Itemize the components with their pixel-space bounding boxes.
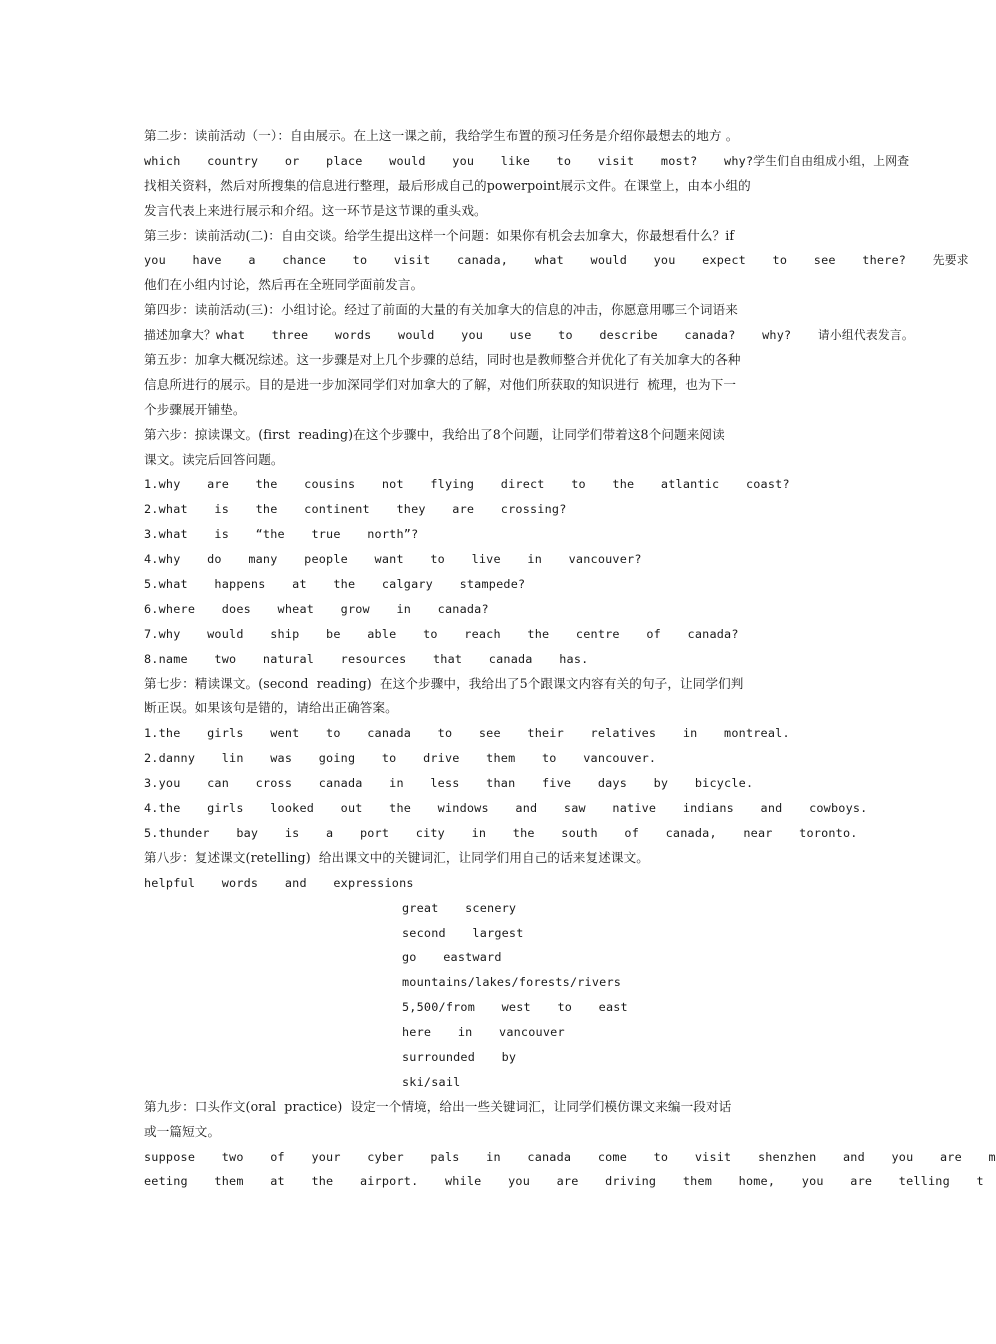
step2-line-1: 第二步：读前活动（一）：自由展示。在上这一课之前，我给学生布置的预习任务是介绍你最想去的地方 。 [144, 128, 739, 143]
statement-2: 2.danny lin was going to drive them to vancouver. [144, 751, 657, 766]
question-4: 4.why do many people want to live in vancouver? [144, 552, 642, 567]
step2-line-2: which country or place would you like to visit most? why?学生们自由组成小组，上网查 [144, 153, 910, 168]
step6-line-1: 第六步：掠读课文。(first reading)在这个步骤中，我给出了8个问题，让同学们带着这8个问题来阅读 [144, 426, 725, 442]
step5-line-2: 信息所进行的展示。目的是进一步加深同学们对加拿大的了解，对他们所获取的知识进行 梳理，也为下一 [144, 376, 737, 392]
statement-3: 3.you can cross canada in less than five days by bicycle. [144, 776, 754, 791]
keyword-8: ski/sail [402, 1074, 461, 1089]
step2-line-4: 发言代表上来进行展示和介绍。这一环节是这节课的重头戏。 [144, 202, 487, 218]
step2-line-3: 找相关资料，然后对所搜集的信息进行整理，最后形成自己的powerpoint展示文件。在课堂上，由本小组的 [144, 177, 751, 193]
step5-line-3: 个步骤展开铺垫。 [144, 401, 246, 417]
question-1: 1.why are the cousins not flying direct to the atlantic coast? [144, 477, 790, 492]
step7-line-1: 第七步：精读课文。(second reading) 在这个步骤中，我给出了5个跟课文内容有关的句子，让同学们判 [144, 675, 744, 691]
question-7: 7.why would ship be able to reach the centre of canada? [144, 626, 739, 641]
step6-line-2: 课文。读完后回答问题。 [144, 451, 284, 467]
step3-line-1: 第三步：读前活动(二)：自由交谈。给学生提出这样一个问题：如果你有机会去加拿大，你最想看什么？if [144, 227, 735, 243]
step7-line-2: 断正误。如果该句是错的，请给出正确答案。 [144, 700, 398, 716]
keyword-4: mountains/lakes/forests/rivers [402, 975, 622, 990]
step4-line-1: 第四步：读前活动(三)：小组讨论。经过了前面的大量的有关加拿大的信息的冲击，你愿意用哪三个词语来 [144, 302, 738, 318]
keyword-5: 5,500/from west to east [402, 1000, 628, 1015]
statement-1: 1.the girls went to canada to see their relatives in montreal. [144, 726, 790, 741]
step3-line-3: 他们在小组内讨论，然后再在全班同学面前发言。 [144, 277, 424, 293]
question-3: 3.what is “the true north”? [144, 527, 419, 542]
step5-line-1: 第五步：加拿大概况综述。这一步骤是对上几个步骤的总结，同时也是教师整合并优化了有关加拿大的各种 [144, 352, 741, 368]
question-5: 5.what happens at the calgary stampede? [144, 577, 526, 592]
question-6: 6.where does wheat grow in canada? [144, 601, 489, 616]
step3-line-2: you have a chance to visit canada, what would you expect to see there? 先要求 [144, 253, 969, 268]
keyword-3: go eastward [402, 950, 502, 965]
step4-line-2: 描述加拿大？what three words would you use to describe canada? why? 请小组代表发言。 [144, 328, 914, 343]
question-8: 8.name two natural resources that canada has. [144, 651, 589, 666]
step9-line-2: 或一篇短文。 [144, 1123, 221, 1139]
keyword-6: here in vancouver [402, 1025, 565, 1040]
question-2: 2.what is the continent they are crossing? [144, 502, 567, 517]
helpful-words-heading: helpful words and expressions [144, 875, 414, 890]
step9-line-1: 第九步：口头作文(oral practice) 设定一个情境，给出一些关键词汇，让同学们模仿课文来编一段对话 [144, 1098, 732, 1114]
keyword-1: great scenery [402, 900, 517, 915]
keyword-7: surrounded by [402, 1049, 517, 1064]
statement-5: 5.thunder bay is a port city in the south of canada, near toronto. [144, 825, 858, 840]
step8-line-1: 第八步：复述课文(retelling) 给出课文中的关键词汇，让同学们用自己的话来复述课文。 [144, 849, 649, 865]
scenario-line-1: suppose two of your cyber pals in canada come to visit shenzhen and you are m [144, 1149, 996, 1164]
document-body [144, 124, 996, 1194]
keyword-2: second largest [402, 925, 524, 940]
scenario-line-2: eeting them at the airport. while you are driving them home, you are telling t [144, 1174, 984, 1189]
statement-4: 4.the girls looked out the windows and saw native indians and cowboys. [144, 801, 868, 816]
